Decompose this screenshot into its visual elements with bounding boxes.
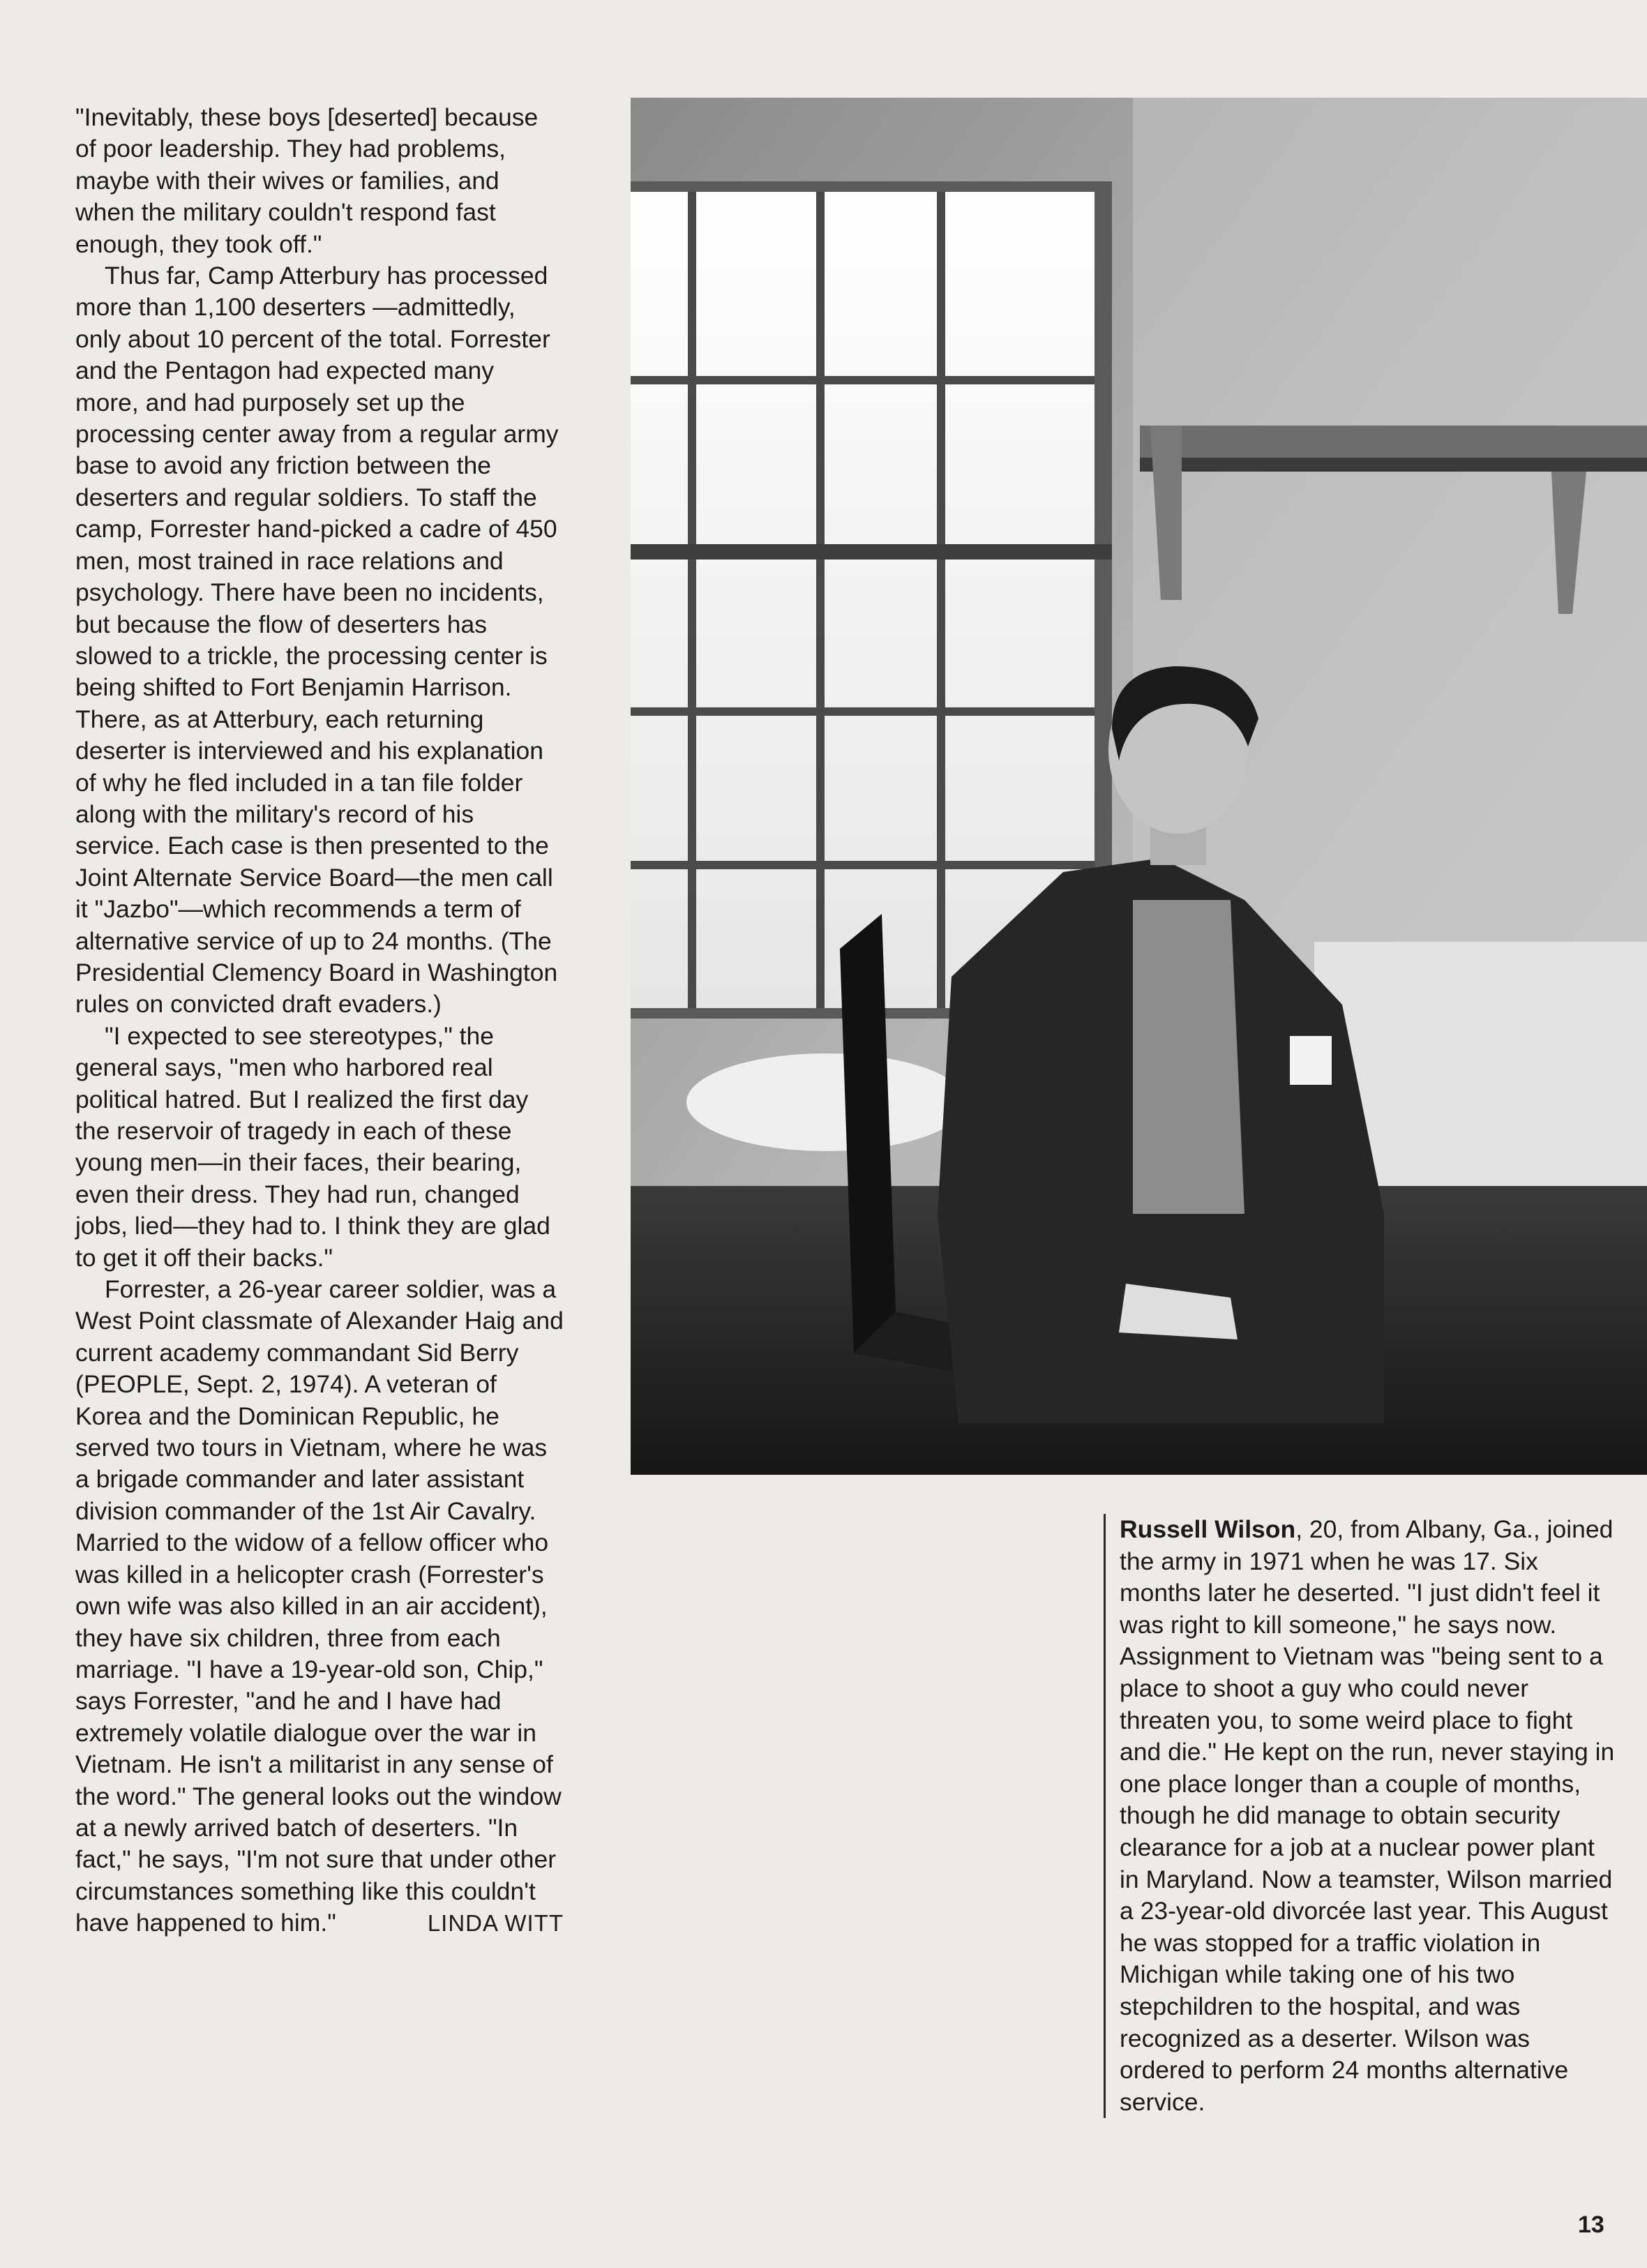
photo-illustration [631,98,1647,1475]
photo-caption [1104,1514,1620,2118]
article-paragraph: Thus far, Camp Atterbury has processed more than 1,100 deserters —admittedly, only about 10 percent of the total. Forrester and the Pentagon had expected many more, and had purposely set up the processing center away from a regular army base to avoid any friction between the deserters and regular soldiers. To staff the camp, Forrester hand-picked a cadre of 450 men, most trained in race relations and psychology. There have been no incidents, but because the flow of deserters has slowed to a trickle, the processing center is being shifted to Fort Benjamin Harrison. There, as at Atterbury, each returning deserter is interviewed and his explanation of why he fled included in a tan file folder along with the military's record of his service. Each case is then presented to the Joint Alternate Service Board—the men call it "Jazbo"—which recommends a term of alternative service of up to 24 months. (The Presidential Clemency Board in Washington rules on convicted draft evaders.) [75,262,559,1019]
article-paragraph [75,1274,564,1939]
name-tag [1290,1036,1332,1085]
article-paragraph-text: Forrester, a 26-year career soldier, was a West Point classmate of Alexander Haig and current academy commandant Sid Berry (PEOPLE, Sept. 2, 1974). A veteran of Korea and the Dominican Republic, he served two tours in Vietnam, where he was a brigade commander and later assistant division commander of the 1st Air Cavalry. Married to the widow of a fellow officer who was killed in a helicopter crash (Forrester's own wife was also killed in an air accident), they have six children, three from each marriage. "I have a 19-year-old son, Chip," says Forrester, "and he and I have had extremely volatile dialogue over the war in Vietnam. He isn't a militarist in any sense of the word." The general looks out the window at a newly arrived batch of deserters. "In fact," he says, "I'm not sure that under other circumstances something like this couldn't have happened to him." [75,1275,564,1937]
shelf-shadow [1140,458,1647,472]
caption-text: , 20, from Albany, Ga., joined the army in 1971 when he was 17. Six months later he deserted. "I just didn't feel it was right to kill someone," he says now. Assignment to Vietnam was "being sent to a place to shoot a guy who could never threaten you, to some weird place to fight and die." He kept on the run, never staying in one place longer than a couple of months, though he did manage to obtain security clearance for a job at a nuclear power plant in Maryland. Now a teamster, Wilson married a 23-year-old divorcée last year. This August he was stopped for a traffic violation in Michigan while taking one of his two stepchildren to the hospital, and was recognized as a deserter. Wilson was ordered to perform 24 months alternative service. [1120,1515,1615,2116]
article-paragraph: "I expected to see stereotypes," the general says, "men who harbored real political hatred. But I realized the first day the reservoir of tragedy in each of these young men—in their faces, their bearing, even their dress. They had run, changed jobs, lied—they had to. I think they are glad to get it off their backs." [75,1021,550,1272]
caption-name: Russell Wilson [1120,1515,1296,1543]
photo-russell-wilson [631,98,1647,1475]
article-paragraph: "Inevitably, these boys [deserted] because of poor leadership. They had problems, maybe with their wives or families, and when the military couldn't respond fast enough, they took off." [75,103,539,258]
wall-shelf [1140,426,1647,458]
pillow [686,1053,965,1151]
article-column [75,102,564,1939]
window-glass [631,192,1095,1008]
page-number: 13 [1578,2211,1604,2238]
window-sash [631,544,1112,560]
t-shirt [1133,900,1244,1214]
byline: LINDA WITT [427,1910,564,1937]
